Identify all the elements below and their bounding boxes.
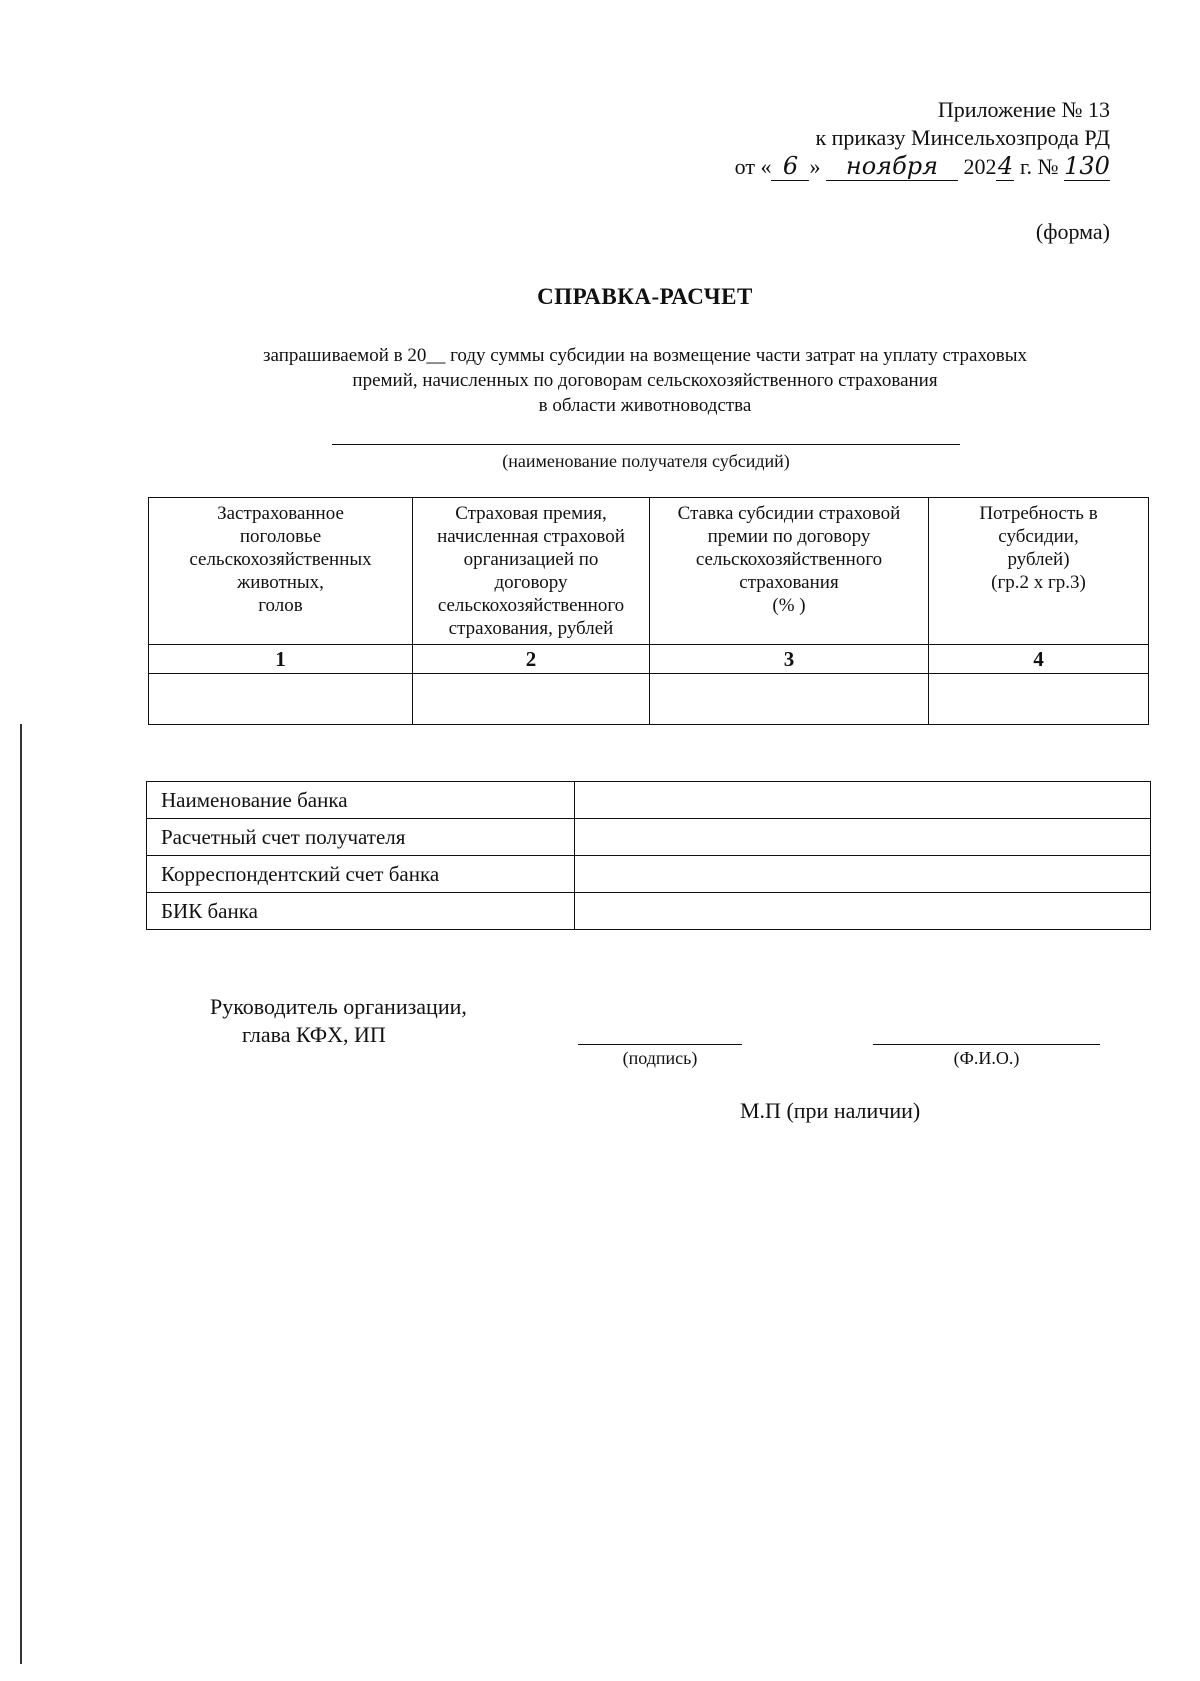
- column-number: 2: [413, 645, 650, 674]
- fio-caption: (Ф.И.О.): [953, 1048, 1020, 1068]
- recipient-name-caption: (наименование получателя субсидий): [502, 451, 790, 471]
- column-number: 1: [149, 645, 413, 674]
- table-number-row: [149, 645, 1149, 674]
- subtitle-line: в области животноводства: [538, 395, 752, 416]
- order-number: 130: [1064, 152, 1110, 180]
- settlement-account-label: Расчетный счет получателя: [147, 819, 575, 856]
- bank-name-value[interactable]: [575, 782, 1151, 819]
- date-year-prefix: 202: [963, 154, 997, 179]
- form-label: (форма): [1035, 219, 1110, 244]
- date-day: 6: [771, 152, 809, 181]
- correspondent-account-label: Корреспондентский счет банка: [147, 856, 575, 893]
- document-subtitle: [150, 343, 1140, 418]
- annex-number: Приложение № 13: [937, 97, 1110, 122]
- signatory-label: [210, 993, 467, 1049]
- bik-value[interactable]: [575, 893, 1151, 930]
- table-data-row: [149, 674, 1149, 725]
- calculation-table: [148, 497, 1149, 725]
- scan-margin-line: [20, 724, 22, 1664]
- date-prefix: от «: [734, 154, 772, 179]
- subtitle-line: премий, начисленных по договорам сельскохозяйственного страхования: [352, 370, 938, 391]
- column-header-insured-livestock: Застрахованное поголовье сельскохозяйственных животных, голов: [149, 498, 413, 645]
- bank-details-table: [146, 781, 1151, 930]
- cell-insured-livestock[interactable]: [149, 674, 413, 725]
- table-row: [147, 819, 1151, 856]
- fio-line[interactable]: [873, 1044, 1100, 1045]
- column-header-insurance-premium: Страховая премия, начисленная страховой организацией по договору сельскохозяйственного страхования, рублей: [413, 498, 650, 645]
- bank-name-label: Наименование банка: [147, 782, 575, 819]
- signatory-label-line: Руководитель организации,: [210, 994, 467, 1019]
- column-number: 4: [929, 645, 1149, 674]
- date-year-digit: 4: [997, 152, 1014, 180]
- signatory-label-line: глава КФХ, ИП: [242, 1022, 386, 1047]
- order-number-prefix: г. №: [1019, 154, 1059, 179]
- document-title: СПРАВКА-РАСЧЕТ: [537, 284, 753, 309]
- table-row: [147, 893, 1151, 930]
- annex-date-line: [735, 152, 1110, 181]
- table-row: [147, 856, 1151, 893]
- signature-caption: (подпись): [622, 1048, 698, 1068]
- cell-subsidy-need[interactable]: [929, 674, 1149, 725]
- signature-line[interactable]: [578, 1044, 742, 1045]
- column-header-subsidy-need: Потребность в субсидии, рублей) (гр.2 х гр.3): [929, 498, 1149, 645]
- date-day-suffix: »: [809, 154, 821, 179]
- subtitle-line: запрашиваемой в 20__ году суммы субсидии на возмещение части затрат на уплату страховых: [263, 345, 1027, 366]
- bik-label: БИК банка: [147, 893, 575, 930]
- settlement-account-value[interactable]: [575, 819, 1151, 856]
- recipient-name-line[interactable]: [332, 444, 960, 445]
- cell-subsidy-rate[interactable]: [650, 674, 929, 725]
- column-number: 3: [650, 645, 929, 674]
- stamp-label: М.П (при наличии): [740, 1098, 921, 1123]
- column-header-subsidy-rate: Ставка субсидии страховой премии по договору сельскохозяйственного страхования (% ): [650, 498, 929, 645]
- cell-insurance-premium[interactable]: [413, 674, 650, 725]
- date-month: ноября: [826, 152, 958, 181]
- table-row: [147, 782, 1151, 819]
- correspondent-account-value[interactable]: [575, 856, 1151, 893]
- annex-order-ref: к приказу Минсельхозпрода РД: [815, 125, 1110, 150]
- table-header-row: [149, 498, 1149, 645]
